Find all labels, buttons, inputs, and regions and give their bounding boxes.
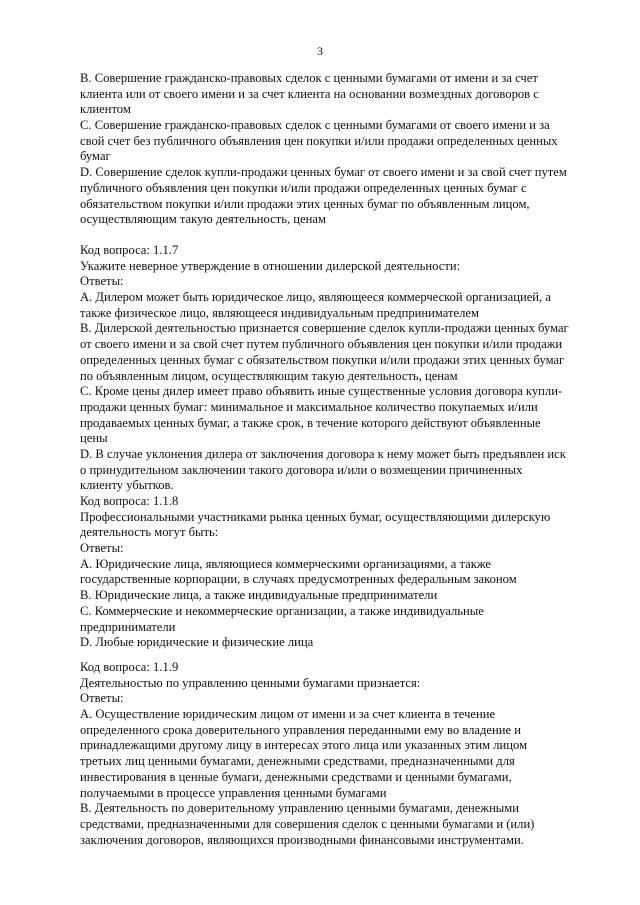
answer-block-continued — [80, 71, 580, 228]
question-code: Код вопроса: 1.1.8 — [80, 494, 179, 508]
text-line: бумаг — [80, 149, 111, 164]
answer-b: заключения договоров, являющихся производными финансовыми инструментами. — [80, 832, 524, 847]
answer-a: инвестирования в ценные бумаги, денежными средствами и ценными бумагами, — [80, 769, 512, 784]
text-line: клиентом — [80, 102, 131, 117]
question-text: деятельность могут быть: — [80, 525, 219, 540]
question-1-1-9 — [80, 660, 580, 848]
answer-d: D. В случае уклонения дилера от заключения договора к нему может быть предъявлен иск — [80, 446, 566, 461]
answer-c: C. Коммерческие и некоммерческие организации, а также индивидуальные — [80, 603, 484, 618]
text-line: D. Совершение сделок купли-продажи ценных бумаг от своего имени и за свой счет путем — [80, 165, 567, 180]
question-code: Код вопроса: 1.1.9 — [80, 660, 179, 674]
answer-a: получаемыми в процессе управления ценными бумагами — [80, 785, 387, 800]
text-line: обязательством покупки и/или продажи этих ценных бумаг по объявленным лицом, — [80, 196, 530, 211]
answer-a: A. Юридические лица, являющиеся коммерческими организациями, а также — [80, 556, 492, 571]
answers-label: Ответы: — [80, 541, 124, 556]
answer-a: также физическое лицо, являющееся индивидуальным предпринимателем — [80, 305, 479, 320]
answer-b: B. Юридические лица, а также индивидуальные предприниматели — [80, 588, 438, 603]
question-text: Профессиональными участниками рынка ценных бумаг, осуществляющими дилерскую — [80, 509, 551, 524]
answer-a: принадлежащими другому лицу в интересах этого лица или указанных этим лицом — [80, 738, 528, 753]
answers-label: Ответы: — [80, 274, 124, 289]
text-line: публичного объявления цен покупки и/или продажи определенных ценных бумаг с — [80, 180, 527, 195]
answer-d: D. Любые юридические и физические лица — [80, 635, 314, 650]
answer-c: продажи ценных бумаг: минимальное и максимальное количество покупаемых и/или — [80, 399, 538, 414]
answer-c: предприниматели — [80, 619, 176, 634]
text-line: осуществляющим такую деятельность, ценам — [80, 212, 326, 227]
text-line: свой счет без публичного объявления цен покупки и/или продажи определенных ценных — [80, 133, 558, 148]
question-text: Деятельностью по управлению ценными бумагами признается: — [80, 675, 421, 690]
answer-d: о принудительном заключении такого договора и/или о возмещении причиненных — [80, 462, 523, 477]
answer-c: цены — [80, 431, 108, 446]
answer-c: продаваемых ценных бумаг, а также срок, в течение которого действуют объявленные — [80, 415, 541, 430]
answer-d: клиенту убытков. — [80, 478, 174, 493]
answer-b: определенных ценных бумаг с обязательством покупки и/или продажи этих ценных бумаг — [80, 352, 565, 367]
answer-b: B. Дилерской деятельностью признается совершение сделок купли-продажи ценных бумаг — [80, 321, 569, 336]
text-line: C. Совершение гражданско-правовых сделок с ценными бумагами от своего имени и за — [80, 118, 550, 133]
answer-b: B. Деятельность по доверительному управлению ценными бумагами, денежными — [80, 801, 519, 816]
text-line: B. Совершение гражданско-правовых сделок с ценными бумагами от имени и за счет — [80, 71, 538, 85]
answer-c: C. Кроме цены дилер имеет право объявить иные существенные условия договора купли- — [80, 384, 563, 399]
answer-b: средствами, предназначенными для совершения сделок с ценными бумагами и (или) — [80, 816, 535, 831]
answer-a: третьих лиц ценными бумагами, денежными средствами, предназначенными для — [80, 754, 515, 769]
question-1-1-7 — [80, 243, 580, 494]
answers-label: Ответы: — [80, 691, 124, 706]
answer-b: по объявленным лицом, осуществляющим такую деятельность, ценам — [80, 368, 458, 383]
answer-b: от своего имени и за свой счет путем публичного объявления цен покупки и/или продажи — [80, 337, 563, 352]
answer-a: определенного срока доверительного управления переданными ему во владение и — [80, 722, 521, 737]
answer-a: государственные корпорации, в случаях предусмотренных федеральным законом — [80, 572, 517, 587]
question-1-1-8 — [80, 494, 580, 651]
answer-a: A. Осуществление юридическим лицом от имени и за счет клиента в течение — [80, 707, 496, 722]
text-line: клиента или от своего имени и за счет клиента на основании возмездных договоров с — [80, 86, 539, 101]
question-code: Код вопроса: 1.1.7 — [80, 243, 179, 257]
question-text: Укажите неверное утверждение в отношении дилерской деятельности: — [80, 258, 461, 273]
page-number: 3 — [317, 44, 323, 58]
answer-a: A. Дилером может быть юридическое лицо, являющееся коммерческой организацией, а — [80, 290, 551, 305]
